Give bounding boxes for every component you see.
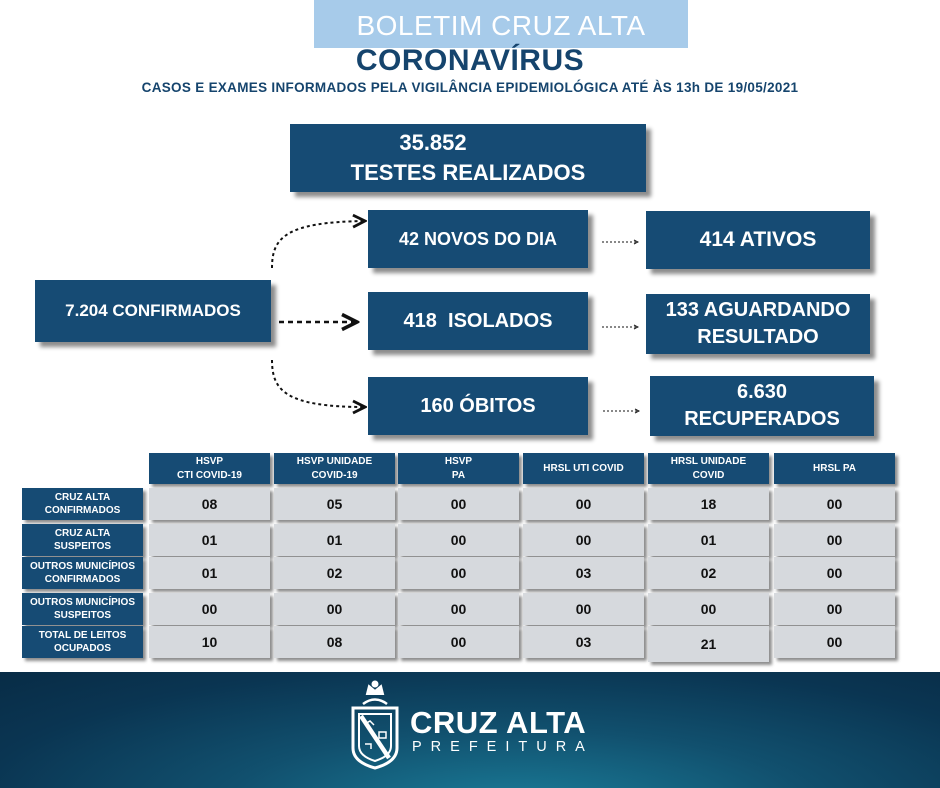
table-cell: 00 [774, 524, 895, 556]
row-header [22, 488, 143, 520]
row-header-line: CONFIRMADOS [44, 505, 121, 516]
row-header-line: OUTROS MUNICÍPIOS [29, 597, 135, 608]
column-header [523, 453, 644, 484]
table-cell: 05 [274, 488, 395, 520]
table-cell: 02 [648, 557, 769, 589]
table-cell: 08 [149, 488, 270, 520]
column-header-line: HSVP UNIDADE [296, 456, 373, 467]
table-cell: 08 [274, 626, 395, 658]
column-header [774, 453, 895, 484]
row-header [22, 557, 143, 589]
row-header-line: SUSPEITOS [53, 541, 112, 552]
table-cell: 10 [149, 626, 270, 658]
deaths-label: 160 ÓBITOS [420, 394, 536, 417]
table-cell: 02 [274, 557, 395, 589]
column-header-line: HRSL UNIDADE [670, 456, 747, 467]
table-cell: 00 [398, 524, 519, 556]
row-header-line: CONFIRMADOS [44, 574, 121, 585]
table-cell: 00 [774, 488, 895, 520]
recovered-label: RECUPERADOS [684, 408, 840, 430]
isolated-label: 418 ISOLADOS [403, 309, 553, 332]
column-header-line: PA [451, 469, 466, 481]
column-header-line: HRSL PA [813, 462, 856, 474]
column-header-line: HRSL UTI COVID [543, 462, 624, 474]
row-header-line: CRUZ ALTA [54, 492, 111, 503]
column-header-line: CTI COVID-19 [176, 469, 242, 481]
table-cell: 01 [149, 524, 270, 556]
column-header [274, 453, 395, 484]
column-header-line: COVID [692, 469, 725, 481]
page-subtitle: CASOS E EXAMES INFORMADOS PELA VIGILÂNCIA EPIDEMIOLÓGICA ATÉ ÀS 13h DE 19/05/2021 [141, 80, 799, 95]
column-header-line: COVID-19 [311, 469, 358, 481]
arrow-to-new-cases [272, 221, 365, 268]
row-header-line: TOTAL DE LEITOS [38, 630, 127, 641]
column-header [398, 453, 519, 484]
active-label: 414 ATIVOS [699, 227, 817, 251]
confirmed-label: 7.204 CONFIRMADOS [65, 300, 241, 320]
row-header-line: CRUZ ALTA [54, 528, 111, 539]
table-cell: 01 [274, 524, 395, 556]
row-header-line: SUSPEITOS [53, 610, 112, 621]
table-cell: 00 [648, 593, 769, 625]
table-cell: 00 [149, 593, 270, 625]
awaiting-line2: RESULTADO [697, 326, 819, 348]
recovered-number: 6.630 [736, 381, 788, 403]
page-title: CORONAVÍRUS [355, 44, 585, 77]
column-header-line: HSVP [195, 456, 224, 467]
table-cell: 00 [523, 593, 644, 625]
table-cell: 18 [648, 488, 769, 520]
arrow-to-deaths [272, 360, 365, 407]
logo-name: CRUZ ALTA [410, 705, 587, 740]
table-cell: 21 [648, 626, 769, 662]
column-header [648, 453, 769, 484]
new-cases-label: 42 NOVOS DO DIA [398, 228, 558, 249]
table-cell: 00 [774, 626, 895, 658]
row-header [22, 593, 143, 625]
table-cell: 03 [523, 626, 644, 658]
column-header-line: HSVP [444, 456, 473, 467]
table-cell: 01 [648, 524, 769, 556]
row-header [22, 626, 143, 658]
row-header [22, 524, 143, 556]
table-cell: 00 [398, 593, 519, 625]
column-header [149, 453, 270, 484]
bulletin-banner: BOLETIM CRUZ ALTA [314, 0, 688, 48]
table-cell: 00 [523, 524, 644, 556]
table-cell: 00 [398, 557, 519, 589]
tests-label: TESTES REALIZADOS [350, 160, 586, 185]
coat-of-arms-icon [345, 678, 405, 772]
table-cell: 00 [774, 557, 895, 589]
row-header-line: OUTROS MUNICÍPIOS [29, 561, 135, 572]
table-cell: 00 [398, 626, 519, 658]
table-cell: 00 [398, 488, 519, 520]
awaiting-line1: 133 AGUARDANDO [665, 299, 851, 321]
table-cell: 00 [523, 488, 644, 520]
table-cell: 00 [274, 593, 395, 625]
logo-subtitle: PREFEITURA [412, 739, 594, 755]
row-header-line: OCUPADOS [53, 643, 112, 654]
table-cell: 01 [149, 557, 270, 589]
table-cell: 00 [774, 593, 895, 625]
table-cell: 03 [523, 557, 644, 589]
tests-number: 35.852 [399, 130, 467, 156]
